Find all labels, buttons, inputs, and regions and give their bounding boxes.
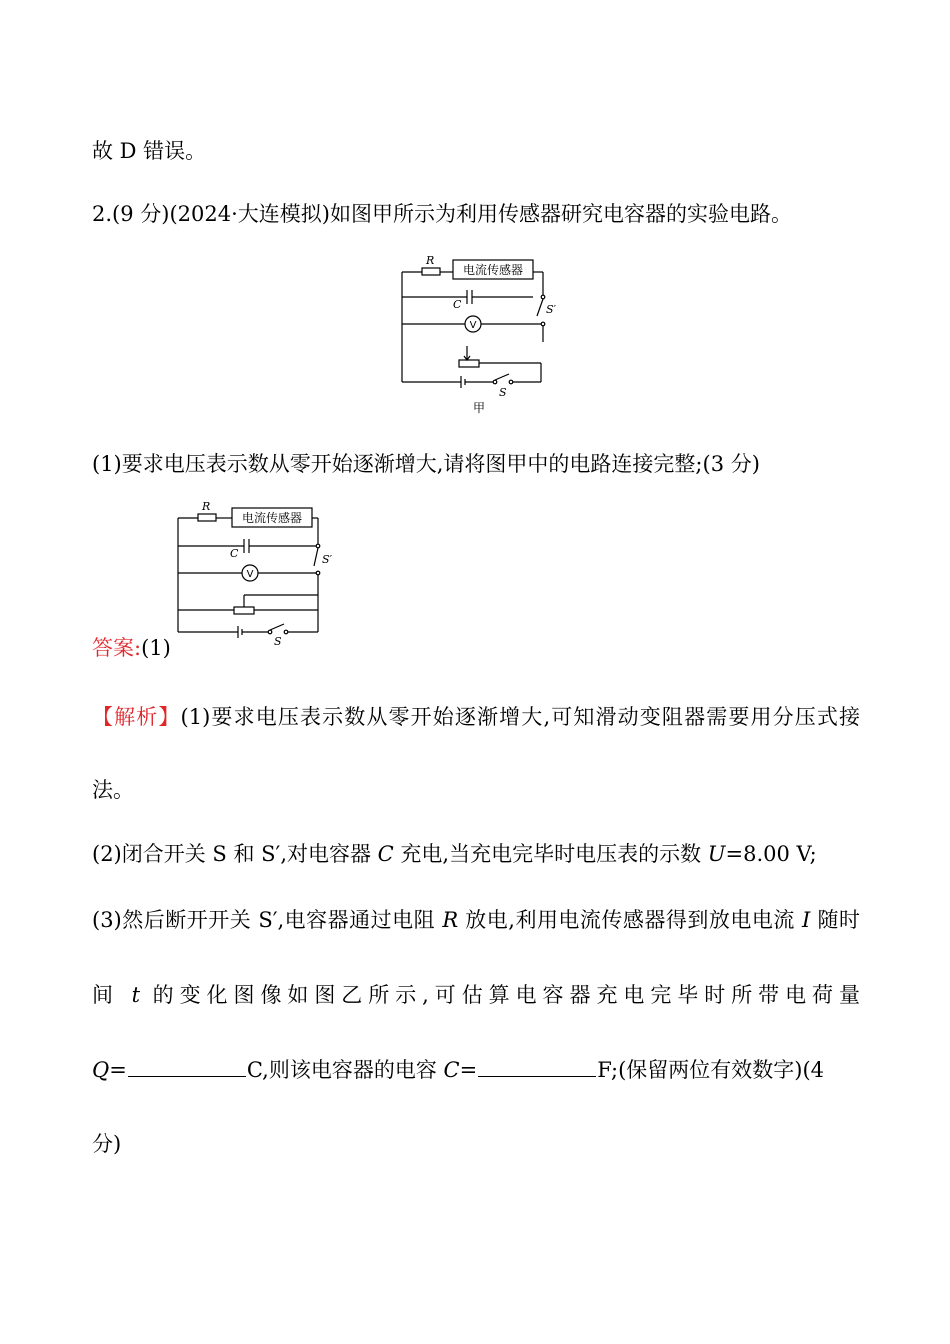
analysis-line-1 — [92, 703, 860, 731]
part2-text-c: =8.00 V; — [725, 842, 817, 866]
part3-rest: F;(保留两位有效数字)(4 — [597, 1058, 825, 1082]
question-2-part-3-line-1 — [92, 906, 860, 934]
current-sensor-label: 电流传感器 — [462, 263, 524, 277]
previous-answer-end: 故 D 错误。 — [92, 139, 207, 163]
resistor-r — [198, 514, 216, 521]
part2-var-u: U — [707, 842, 726, 866]
analysis-text-1: (1)要求电压表示数从零开始逐渐增大,可知滑动变阻器需要用分压式接 — [180, 705, 861, 729]
answer-blank-q[interactable] — [128, 1058, 246, 1077]
part2-text-b: 充电,当充电完毕时电压表的示数 — [393, 842, 708, 866]
part3-eq-1: = — [109, 1058, 127, 1082]
answer-line — [92, 634, 171, 662]
question-2-part-3-line-3 — [92, 1056, 824, 1084]
switch-s-label: S — [274, 635, 282, 648]
circuit-diagram-answer — [170, 500, 333, 650]
current-sensor-label: 电流传感器 — [241, 511, 303, 525]
part3-unit-c: C,则该电容器的电容 — [246, 1058, 444, 1082]
rheostat — [234, 607, 254, 614]
part2-var-c: C — [377, 842, 394, 866]
switch-s-label: S — [499, 386, 507, 399]
voltmeter-label: V — [246, 569, 254, 580]
question-2-part-3-line-4: 分) — [92, 1132, 122, 1156]
circuit-diagram-jia — [395, 250, 555, 420]
answer-blank-c[interactable] — [478, 1058, 596, 1077]
part3-var-i: I — [802, 908, 811, 932]
part3-line2-text-b: 的变化图像如图乙所示,可估算电容器充电完毕时所带电荷量 — [140, 983, 860, 1007]
part3-var-c: C — [443, 1058, 460, 1082]
answer-label: 答案: — [92, 636, 142, 660]
part3-var-q: Q — [92, 1058, 110, 1082]
part3-text-c: 随时 — [810, 908, 860, 932]
question-2-part-2 — [92, 840, 817, 868]
part3-eq-2: = — [459, 1058, 478, 1082]
question-2-title: 2.(9 分)(2024·大连模拟)如图甲所示为利用传感器研究电容器的实验电路。 — [92, 202, 792, 226]
part3-var-r: R — [442, 908, 459, 932]
part2-text-a: (2)闭合开关 S 和 S′,对电容器 — [92, 842, 378, 866]
question-2-part-3-line-2 — [92, 981, 860, 1009]
resistor-r-label: R — [202, 500, 211, 513]
analysis-line-2: 法。 — [92, 778, 134, 802]
resistor-r — [422, 268, 440, 275]
switch-s-prime-label: S′ — [322, 553, 333, 566]
part3-line2-text-a: 间 — [92, 983, 132, 1007]
capacitor-c-label: C — [453, 298, 462, 311]
part3-text-a: (3)然后断开开关 S′,电容器通过电阻 — [92, 908, 443, 932]
capacitor-c-label: C — [230, 547, 239, 560]
part3-var-t: t — [131, 983, 141, 1007]
analysis-tag: 【解析】 — [92, 705, 181, 729]
figure-caption-jia: 甲 — [472, 401, 486, 415]
question-2-part-1: (1)要求电压表示数从零开始逐渐增大,请将图甲中的电路连接完整;(3 分) — [92, 452, 760, 476]
voltmeter-label: V — [469, 320, 477, 331]
part3-text-b: 放电,利用电流传感器得到放电电流 — [458, 908, 803, 932]
switch-s-prime-label: S′ — [546, 303, 557, 316]
answer-text: (1) — [141, 636, 171, 660]
resistor-r-label: R — [426, 254, 435, 267]
rheostat — [459, 360, 479, 367]
